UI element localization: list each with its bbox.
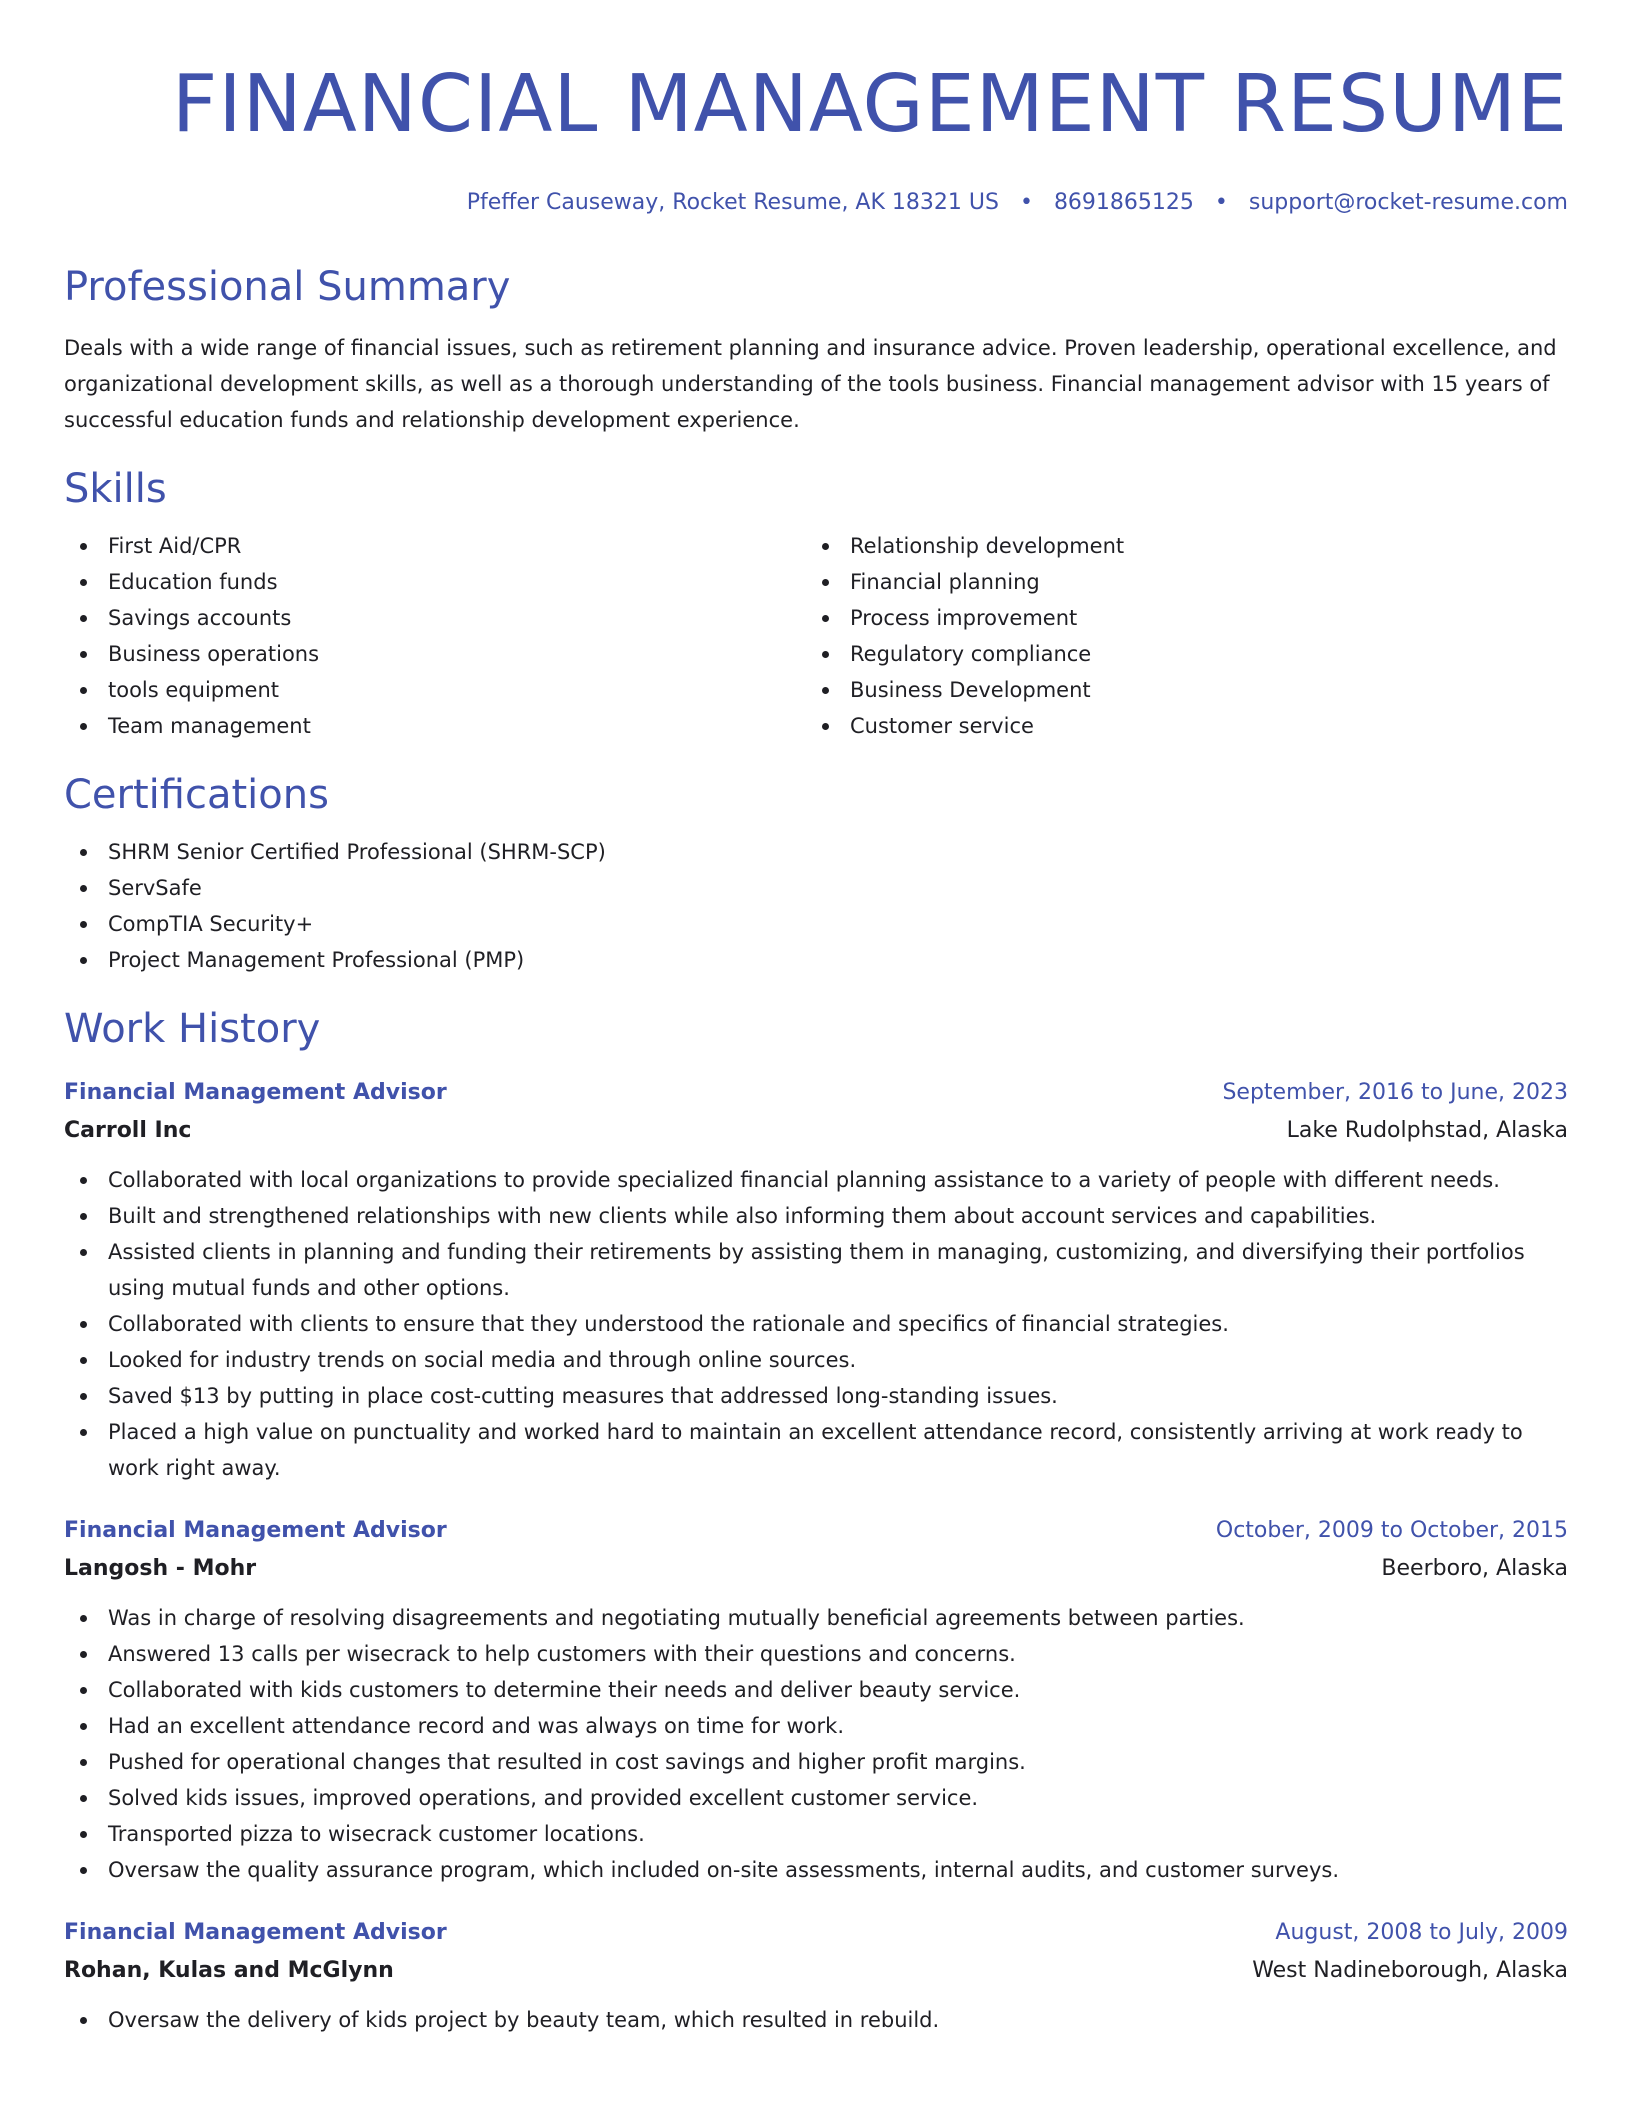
job-location: Lake Rudolphstad, Alaska (1286, 1118, 1568, 1143)
contact-line (64, 188, 1568, 218)
skills-grid (64, 528, 1568, 744)
job-dates: October, 2009 to October, 2015 (1215, 1518, 1568, 1543)
job-company-row (64, 1550, 1568, 1588)
certification-item: CompTIA Security+ (64, 906, 1568, 942)
job-bullet: Oversaw the delivery of kids project by beauty team, which resulted in rebuild. (64, 2002, 1568, 2038)
job-company: Carroll Inc (64, 1118, 192, 1143)
job-bullet: Answered 13 calls per wisecrack to help customers with their questions and concerns. (64, 1636, 1568, 1672)
work-history-heading: Work History (64, 1006, 321, 1052)
job-bullet-list (64, 1600, 1568, 1888)
job-bullet: Solved kids issues, improved operations, and provided excellent customer service. (64, 1780, 1568, 1816)
job-bullet: Placed a high value on punctuality and worked hard to maintain an excellent attendance record, consistently arriving at work ready to work right away. (64, 1414, 1568, 1486)
work-history-section (64, 1004, 1568, 2038)
job-title-row (64, 1914, 1568, 1952)
skill-item: tools equipment (64, 672, 806, 708)
job-entry (64, 1512, 1568, 1888)
certification-item: SHRM Senior Certified Professional (SHRM-SCP) (64, 834, 1568, 870)
job-title: Financial Management Advisor (64, 1920, 447, 1945)
skills-list-left (64, 528, 806, 744)
skill-item: Regulatory compliance (806, 636, 1548, 672)
skills-section (64, 464, 1568, 744)
job-entry (64, 1914, 1568, 2038)
job-title: Financial Management Advisor (64, 1080, 447, 1105)
skill-item: Process improvement (806, 600, 1548, 636)
job-company-row (64, 1952, 1568, 1990)
contact-separator: • (1019, 190, 1033, 215)
skill-item: Business operations (64, 636, 806, 672)
job-dates: August, 2008 to July, 2009 (1275, 1920, 1568, 1945)
job-bullet: Collaborated with clients to ensure that they understood the rationale and specifics of financial strategies. (64, 1306, 1568, 1342)
job-location: West Nadineborough, Alaska (1252, 1958, 1568, 1983)
skill-item: Customer service (806, 708, 1548, 744)
job-bullet-list (64, 1162, 1568, 1486)
job-bullet: Transported pizza to wisecrack customer locations. (64, 1816, 1568, 1852)
contact-separator: • (1214, 190, 1228, 215)
skills-heading: Skills (64, 466, 167, 512)
certifications-list (64, 834, 1568, 978)
job-bullet: Had an excellent attendance record and was always on time for work. (64, 1708, 1568, 1744)
job-bullet: Collaborated with local organizations to provide specialized financial planning assistance to a variety of people with different needs. (64, 1162, 1568, 1198)
contact-phone[interactable]: 8691865125 (1053, 190, 1194, 215)
job-bullet: Built and strengthened relationships with new clients while also informing them about account services and capabilities. (64, 1198, 1568, 1234)
certifications-heading: Certifications (64, 772, 329, 818)
certifications-section (64, 770, 1568, 978)
skill-item: Team management (64, 708, 806, 744)
job-bullet: Looked for industry trends on social media and through online sources. (64, 1342, 1568, 1378)
summary-section (64, 262, 1568, 438)
skill-item: Relationship development (806, 528, 1548, 564)
skills-list-right (806, 528, 1548, 744)
job-bullet: Assisted clients in planning and funding their retirements by assisting them in managing, customizing, and diversifying their portfolios using mutual funds and other options. (64, 1234, 1568, 1306)
job-location: Beerboro, Alaska (1381, 1556, 1568, 1581)
job-bullet: Collaborated with kids customers to determine their needs and deliver beauty service. (64, 1672, 1568, 1708)
job-company-row (64, 1112, 1568, 1150)
certification-item: ServSafe (64, 870, 1568, 906)
certification-item: Project Management Professional (PMP) (64, 942, 1568, 978)
job-bullet-list (64, 2002, 1568, 2038)
contact-email[interactable]: support@rocket-resume.com (1248, 190, 1568, 215)
skill-item: Financial planning (806, 564, 1548, 600)
skill-item: First Aid/CPR (64, 528, 806, 564)
job-bullet: Saved $13 by putting in place cost-cutting measures that addressed long-standing issues. (64, 1378, 1568, 1414)
job-entry (64, 1074, 1568, 1486)
job-company: Rohan, Kulas and McGlynn (64, 1958, 394, 1983)
job-title-row (64, 1512, 1568, 1550)
document-title: FINANCIAL MANAGEMENT RESUME (171, 58, 1568, 150)
summary-text: Deals with a wide range of financial issues, such as retirement planning and insurance advice. Proven leadership, operational excellence, and organizational development skills, as well as a thorough understanding of the tools business. Financial management advisor with 15 years of successful education funds and relationship development experience. (64, 336, 1557, 432)
job-dates: September, 2016 to June, 2023 (1222, 1080, 1568, 1105)
summary-heading: Professional Summary (64, 264, 511, 310)
skill-item: Business Development (806, 672, 1548, 708)
job-bullet: Oversaw the quality assurance program, which included on-site assessments, internal audits, and customer surveys. (64, 1852, 1568, 1888)
contact-address: Pfeffer Causeway, Rocket Resume, AK 18321 US (466, 190, 999, 215)
skill-item: Savings accounts (64, 600, 806, 636)
job-bullet: Pushed for operational changes that resulted in cost savings and higher profit margins. (64, 1744, 1568, 1780)
job-bullet: Was in charge of resolving disagreements and negotiating mutually beneficial agreements between parties. (64, 1600, 1568, 1636)
job-company: Langosh - Mohr (64, 1556, 257, 1581)
job-title-row (64, 1074, 1568, 1112)
skill-item: Education funds (64, 564, 806, 600)
job-title: Financial Management Advisor (64, 1518, 447, 1543)
resume-header (64, 0, 1568, 218)
